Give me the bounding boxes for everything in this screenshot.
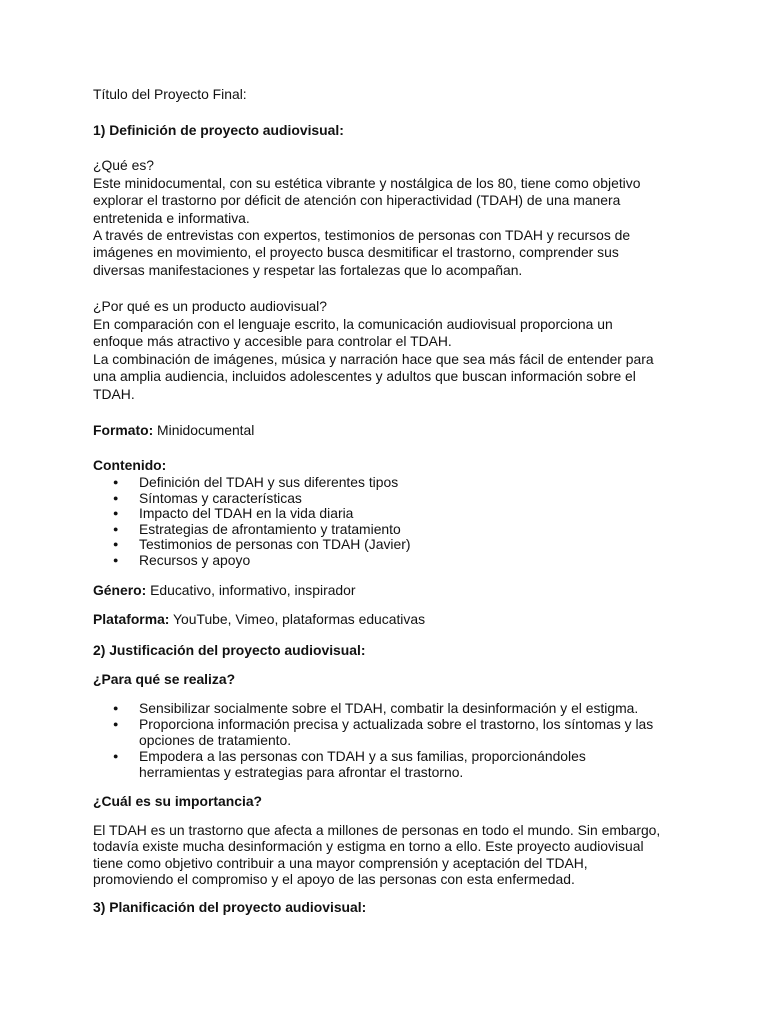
text-line: ● Proporciona información precisa y actualizada sobre el trastorno, los síntomas y las [139,715,654,732]
section3-heading: 3) Planificación del proyecto audiovisual: [93,899,367,915]
text-line: opciones de tratamiento. [139,731,292,748]
por-que-paragraph-2 [93,351,693,403]
text-line: una amplia audiencia, incluidos adolescentes y adultos que buscan información sobre el [93,368,636,385]
text-line: La combinación de imágenes, música y narración hace que sea más fácil de entender para [93,351,654,367]
contenido-label: Contenido: [93,457,167,473]
por-que-paragraph-1 [93,316,693,351]
text-line: diversas manifestaciones y respetar las fortalezas que lo acompañan. [93,261,523,278]
text-line: explorar el trastorno por déficit de atención con hiperactividad (TDAH) de una manera [93,192,621,209]
genero-line [93,582,693,599]
list-item: ● Impacto del TDAH en la vida diaria [93,506,411,522]
list-item: ● Testimonios de personas con TDAH (Javier) [93,537,411,553]
section2-heading: 2) Justificación del proyecto audiovisual: [93,642,366,658]
text-line: imágenes en movimiento, el proyecto busca desmitificar el trastorno, comprender sus [93,244,619,261]
text-line: herramientas y estrategias para afrontar el trastorno. [139,763,464,780]
text-line: entretenida e informativa. [93,209,250,226]
text-line: En comparación con el lenguaje escrito, la comunicación audiovisual proporciona un [93,316,613,332]
list-item [93,717,653,749]
text-line: todavía existe mucha desinformación y estigma en torno a ello. Este proyecto audiovisual [93,838,644,855]
project-title-line: Título del Proyecto Final: [93,86,247,102]
list-item [93,701,653,717]
formato-label: Formato: [93,422,154,438]
text-line: El TDAH es un trastorno que afecta a millones de personas en todo el mundo. Sin embargo, [93,822,661,838]
importancia-heading: ¿Cuál es su importancia? [93,793,263,809]
para-que-list [93,701,653,781]
para-que-heading: ¿Para qué se realiza? [93,671,236,687]
contenido-list [93,475,411,569]
text-line: ● Empodera a las personas con TDAH y a sus familias, proporcionándoles [139,747,586,764]
genero-label: Género: [93,582,147,598]
text-line: enfoque más atractivo y accesible para controlar el TDAH. [93,333,452,350]
text-line: A través de entrevistas con expertos, testimonios de personas con TDAH y recursos de [93,227,631,243]
text-line: promoviendo el compromiso y el apoyo de las personas con esta enfermedad. [93,871,575,888]
section1-heading: 1) Definición de proyecto audiovisual: [93,122,344,138]
por-que-question: ¿Por qué es un producto audiovisual? [93,298,327,314]
que-es-paragraph-1 [93,175,693,227]
list-item: ● Síntomas y características [93,491,411,507]
list-item: ● Estrategias de afrontamiento y tratamiento [93,522,411,538]
text-line: ● Sensibilizar socialmente sobre el TDAH, combatir la desinformación y el estigma. [139,700,639,716]
list-item: ● Recursos y apoyo [93,553,411,569]
que-es-paragraph-2 [93,227,693,279]
genero-value: Educativo, informativo, inspirador [146,582,356,598]
text-line: TDAH. [93,385,135,402]
list-item: ● Definición del TDAH y sus diferentes tipos [93,475,411,491]
que-es-question: ¿Qué es? [93,157,154,173]
text-line: tiene como objetivo contribuir a una mayor comprensión y aceptación del TDAH, [93,854,588,871]
formato-value: Minidocumental [153,422,255,438]
plataforma-value: YouTube, Vimeo, plataformas educativas [169,611,426,627]
plataforma-label: Plataforma: [93,611,170,627]
plataforma-line [93,611,693,628]
formato-line [93,422,693,439]
list-item [93,749,653,781]
text-line: Este minidocumental, con su estética vibrante y nostálgica de los 80, tiene como objetivo [93,175,641,191]
importancia-paragraph [93,822,693,888]
